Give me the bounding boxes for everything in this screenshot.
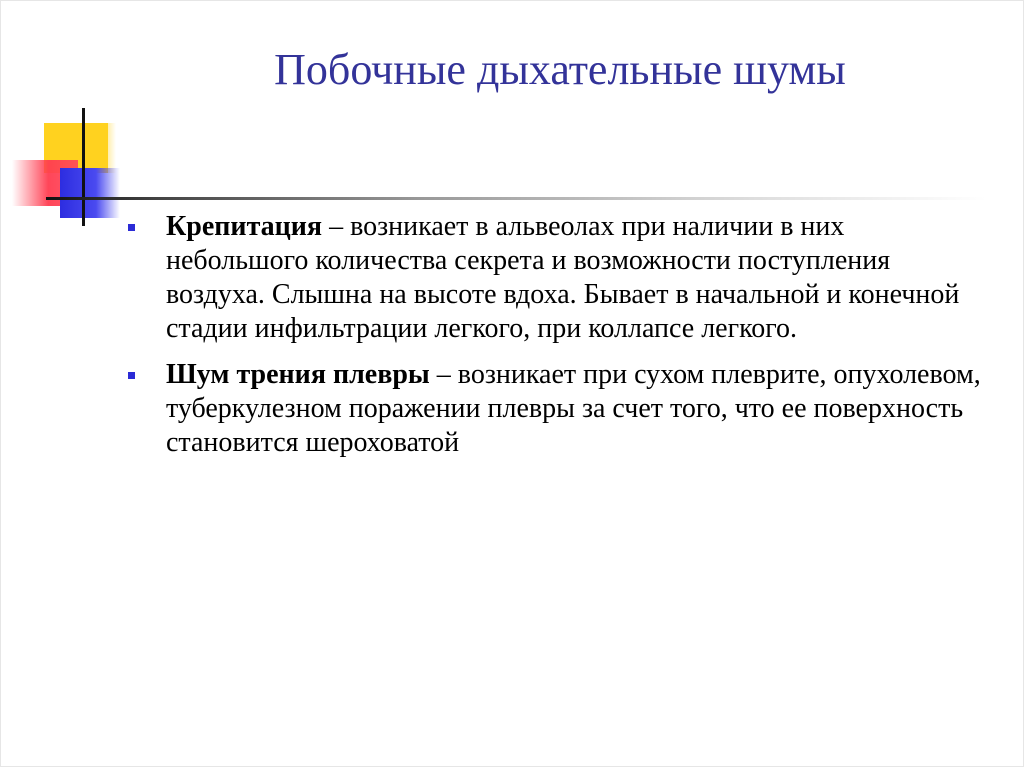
bullet-text: – возникает в альвеолах при наличии в них небольшого количества секрета и возможности поступления воздуха. Слышна на высоте вдоха. Бывает в начальной и конечной стадии инфильтрации легкого, при коллапсе легкого. (166, 211, 960, 344)
bullet-text: – возникает при сухом плеврите, опухолевом, туберкулезном поражении плевры за счет того, что ее поверхность становится шероховатой (166, 359, 981, 458)
decor-blue-square (60, 168, 120, 218)
bullet-term: Крепитация (166, 211, 323, 242)
bullet-term: Шум трения плевры (166, 359, 430, 390)
decor-vertical-line (82, 108, 85, 226)
decor-horizontal-rule (46, 197, 986, 200)
square-bullet-icon (128, 224, 135, 231)
slide-title: Побочные дыхательные шумы (274, 45, 846, 94)
decor-yellow-fade (96, 123, 116, 173)
square-bullet-icon (128, 372, 135, 379)
bullet-item-crepitation (128, 210, 988, 346)
bullet-list (128, 210, 988, 472)
bullet-item-pleural-friction (128, 358, 988, 460)
